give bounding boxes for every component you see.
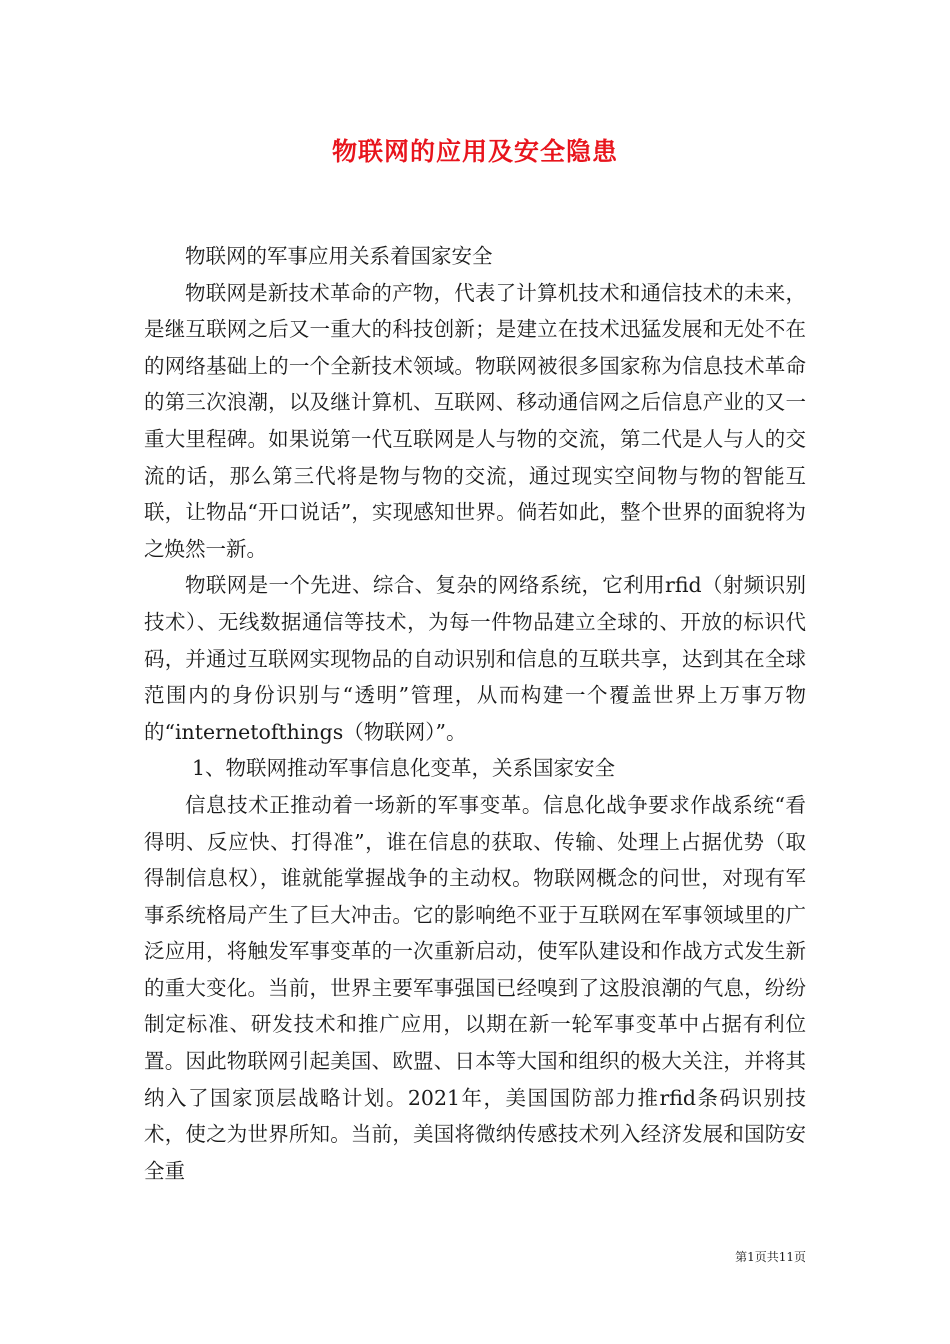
page-number: 第1页共11页: [735, 1250, 806, 1264]
document-title: 物联网的应用及安全隐患: [331, 137, 618, 166]
paragraph-intro: 物联网是新技术革命的产物，代表了计算机技术和通信技术的未来，是继互联网之后又一重大的科技创新；是建立在技术迅猛发展和无处不在的网络基础上的一个全新技术领域。物联网被很多国家称为信息技术革命的第三次浪潮，以及继计算机、互联网、移动通信网之后信息产业的又一重大里程碑。如果说第一代互联网是人与物的交流，第二代是人与人的交流的话，那么第三代将是物与物的交流，通过现实空间物与物的智能互联，让物品“开口说话”，实现感知世界。倘若如此，整个世界的面貌将为之焕然一新。: [144, 280, 806, 561]
section-heading-1: 1、物联网推动军事信息化变革，关系国家安全: [192, 756, 616, 781]
document-body: [144, 238, 806, 1189]
paragraph-military: 信息技术正推动着一场新的军事变革。信息化战争要求作战系统“看得明、反应快、打得准”，谁在信息的获取、传输、处理上占据优势（取得制信息权），谁就能掌握战争的主动权。物联网概念的问世，对现有军事系统格局产生了巨大冲击。它的影响绝不亚于互联网在军事领域里的广泛应用，将触发军事变革的一次重新启动，使军队建设和作战方式发生新的重大变化。当前，世界主要军事强国已经嗅到了这股浪潮的气息，纷纷制定标准、研发技术和推广应用，以期在新一轮军事变革中占据有利位置。因此物联网引起美国、欧盟、日本等大国和组织的极大关注，并将其纳入了国家顶层战略计划。2021年，美国国防部力推rfid条码识别技术，使之为世界所知。当前，美国将微纳传感技术列入经济发展和国防安全重: [144, 792, 806, 1183]
paragraph-definition: 物联网是一个先进、综合、复杂的网络系统，它利用rfid（射频识别技术）、无线数据通信等技术，为每一件物品建立全球的、开放的标识代码，并通过互联网实现物品的自动识别和信息的互联共享，达到其在全球范围内的身份识别与“透明”管理，从而构建一个覆盖世界上万事万物的“internetofthings（物联网）”。: [144, 573, 806, 744]
paragraph-subtitle: 物联网的军事应用关系着国家安全: [185, 244, 493, 268]
